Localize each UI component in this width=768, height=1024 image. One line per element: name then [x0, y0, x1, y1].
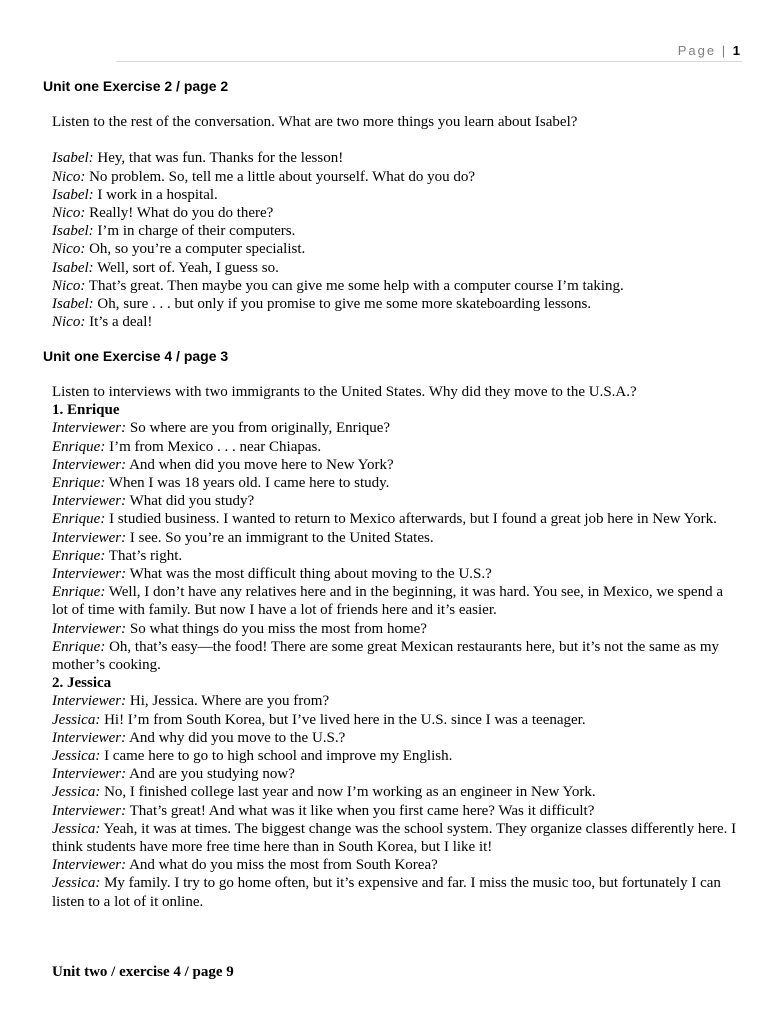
speaker-name: Isabel:: [52, 186, 94, 203]
speaker-name: Jessica:: [52, 748, 101, 765]
speech-text: Really! What do you do there?: [85, 205, 274, 221]
speaker-name: Nico:: [52, 168, 86, 185]
speech-text: And why did you move to the U.S.?: [126, 729, 346, 746]
dialogue-line: [52, 186, 742, 204]
speaker-name: Interviewer:: [52, 529, 127, 546]
speech-text: Hey, that was fun. Thanks for the lesson!: [93, 150, 344, 167]
dialogue-line: [52, 820, 742, 856]
speaker-name: Isabel:: [52, 296, 94, 313]
speech-text: When I was 18 years old. I came here to study.: [105, 475, 390, 492]
dialogue-line: [52, 259, 742, 277]
speech-text: I see. So you’re an immigrant to the United States.: [126, 529, 434, 546]
dialogue-line: [52, 295, 742, 313]
speaker-name: Isabel:: [52, 223, 94, 240]
dialogue-line: [52, 874, 742, 910]
dialogue-line: [52, 419, 742, 437]
speaker-name: Interviewer:: [52, 456, 127, 473]
speech-text: I studied business. I wanted to return to Mexico afterwards, but I found a great job here in New York.: [105, 511, 717, 528]
page-word: Page: [677, 43, 717, 58]
dialogue-line: [52, 802, 742, 820]
dialogue-line: [52, 856, 742, 874]
dialogue-line: [52, 583, 742, 619]
dialogue-line: [52, 729, 742, 747]
speaker-name: Isabel:: [52, 150, 94, 167]
dialogue-line: [52, 222, 742, 240]
speech-text: And are you studying now?: [126, 766, 295, 783]
speech-text: And what do you miss the most from South Korea?: [126, 857, 438, 874]
speaker-name: Isabel:: [52, 259, 94, 276]
dialogue-line: [52, 204, 742, 222]
speech-text: What was the most difficult thing about moving to the U.S.?: [126, 566, 492, 583]
speech-text: Well, sort of. Yeah, I guess so.: [93, 259, 279, 276]
speaker-name: Interviewer:: [52, 420, 127, 437]
speaker-name: Jessica:: [52, 875, 101, 892]
speaker-name: Jessica:: [52, 784, 101, 801]
speaker-name: Enrique:: [52, 475, 106, 492]
speaker-name: Enrique:: [52, 584, 106, 601]
speaker-name: Enrique:: [52, 638, 106, 655]
speaker-name: Interviewer:: [52, 802, 127, 819]
speech-text: My family. I try to go home often, but it’s expensive and far. I miss the music too, but fortunately I can listen to a lot of it online.: [52, 875, 721, 910]
speech-text: Oh, that’s easy—the food! There are some great Mexican restaurants here, but it’s not the same as my mother’s cooking.: [52, 638, 720, 674]
dialogue-line: [52, 529, 742, 547]
speaker-name: Enrique:: [52, 511, 106, 528]
section1-body: [52, 113, 742, 331]
speech-text: I’m in charge of their computers.: [93, 223, 296, 240]
speech-text: I work in a hospital.: [93, 186, 218, 203]
page-separator: |: [721, 43, 728, 58]
jessica-dialogue: [52, 692, 742, 910]
speech-text: I’m from Mexico . . . near Chiapas.: [105, 438, 322, 455]
speech-text: Well, I don’t have any relatives here and in the beginning, it was hard. You see, in Mexico, we spend a lot of time with family. But now I have a lot of friends here and it’s easier.: [52, 584, 724, 619]
enrique-title: 1. Enrique: [52, 402, 120, 419]
speaker-name: Nico:: [52, 205, 86, 221]
speaker-name: Enrique:: [52, 438, 106, 455]
speech-text: No problem. So, tell me a little about yourself. What do you do?: [85, 168, 475, 185]
dialogue-line: [52, 565, 742, 583]
speech-text: What did you study?: [126, 493, 255, 510]
speech-text: Oh, sure . . . but only if you promise to give me some more skateboarding lessons.: [93, 296, 592, 313]
section1-instruction: Listen to the rest of the conversation. What are two more things you learn about Isabel?: [52, 114, 578, 130]
speaker-name: Enrique:: [52, 547, 106, 564]
dialogue-line: [52, 313, 742, 331]
dialogue-line: [52, 510, 742, 528]
page-number-label: [678, 43, 740, 58]
speaker-name: Interviewer:: [52, 693, 127, 710]
speaker-name: Jessica:: [52, 711, 101, 728]
dialogue-line: [52, 149, 742, 167]
speech-text: And when did you move here to New York?: [126, 456, 394, 473]
dialogue-line: [52, 620, 742, 638]
section1-heading: Unit one Exercise 2 / page 2: [43, 78, 229, 94]
speech-text: Hi, Jessica. Where are you from?: [126, 693, 330, 710]
dialogue-line: [52, 492, 742, 510]
speaker-name: Interviewer:: [52, 566, 127, 583]
speech-text: Yeah, it was at times. The biggest change was the school system. They organize classes differently here. I think students have more free time here than in South Korea, but I like it!: [52, 820, 737, 856]
speech-text: So where are you from originally, Enrique?: [126, 420, 391, 437]
page-number: 1: [732, 43, 740, 58]
speech-text: That’s great! And what was it like when you first came here? Was it difficult?: [126, 802, 595, 819]
speech-text: Hi! I’m from South Korea, but I’ve lived here in the U.S. since I was a teenager.: [100, 711, 586, 728]
section2-body: [52, 383, 742, 911]
header-rule: [116, 61, 742, 62]
dialogue-line: [52, 438, 742, 456]
jessica-title: 2. Jessica: [52, 675, 112, 692]
dialogue-line: [52, 240, 742, 258]
speech-text: So what things do you miss the most from home?: [126, 620, 427, 637]
speech-text: I came here to go to high school and improve my English.: [100, 748, 453, 765]
section2-heading: Unit one Exercise 4 / page 3: [43, 348, 229, 364]
dialogue-line: [52, 711, 742, 729]
dialogue-line: [52, 692, 742, 710]
dialogue-line: [52, 765, 742, 783]
speaker-name: Interviewer:: [52, 729, 127, 746]
speaker-name: Nico:: [52, 314, 86, 331]
speaker-name: Jessica:: [52, 820, 101, 837]
speech-text: Oh, so you’re a computer specialist.: [85, 241, 306, 258]
dialogue-line: [52, 747, 742, 765]
dialogue-line: [52, 783, 742, 801]
speaker-name: Nico:: [52, 277, 86, 294]
speaker-name: Interviewer:: [52, 620, 127, 637]
dialogue-line: [52, 638, 742, 674]
enrique-dialogue: [52, 419, 742, 674]
speech-text: That’s great. Then maybe you can give me some help with a computer course I’m taking.: [85, 277, 624, 294]
dialogue-line: [52, 456, 742, 474]
dialogue-line: [52, 474, 742, 492]
speech-text: No, I finished college last year and now I’m working as an engineer in New York.: [100, 784, 596, 801]
dialogue-line: [52, 547, 742, 565]
section1-dialogue: [52, 149, 742, 331]
speech-text: That’s right.: [105, 547, 183, 564]
section3-heading: Unit two / exercise 4 / page 9: [52, 964, 234, 980]
section2-instruction: Listen to interviews with two immigrants to the United States. Why did they move to the U.S.A.?: [52, 384, 637, 400]
speaker-name: Interviewer:: [52, 493, 127, 510]
speaker-name: Interviewer:: [52, 766, 127, 783]
dialogue-line: [52, 277, 742, 295]
dialogue-line: [52, 168, 742, 186]
speech-text: It’s a deal!: [85, 314, 153, 331]
speaker-name: Nico:: [52, 241, 86, 258]
speaker-name: Interviewer:: [52, 857, 127, 874]
spacer: [52, 131, 742, 149]
